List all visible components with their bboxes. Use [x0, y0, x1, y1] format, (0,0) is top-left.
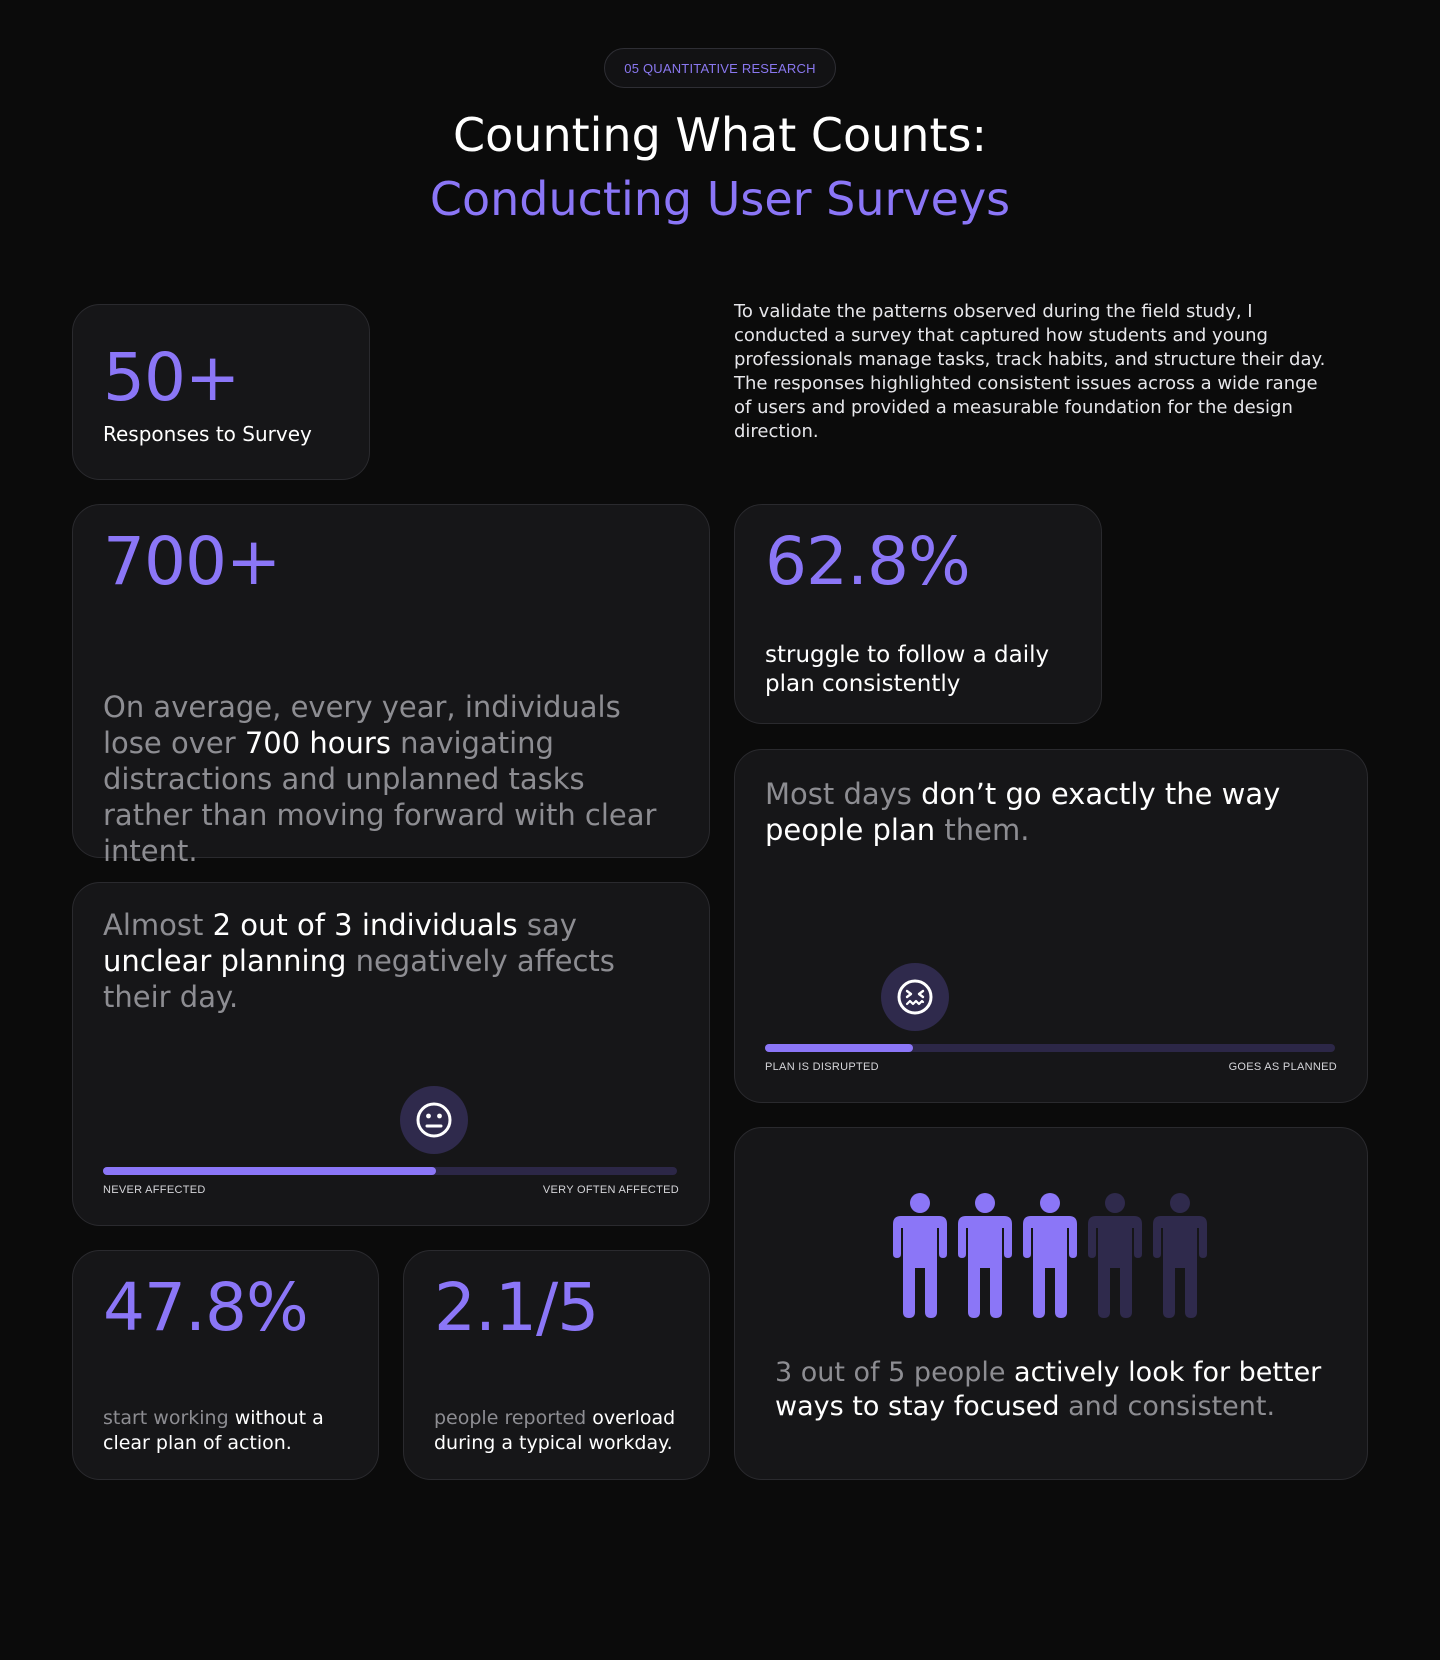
unclear-text-highlight-2: unclear planning: [103, 944, 347, 978]
hours-text-muted-1: On average, every year, individuals lose over: [103, 690, 621, 760]
plans-description: [765, 776, 1325, 848]
unclear-description: [103, 907, 663, 1015]
people-icons-row: [893, 1192, 1213, 1318]
responses-value: 50+: [103, 339, 240, 416]
overload-text-muted: people reported: [434, 1407, 593, 1429]
unclear-right-label: VERY OFTEN AFFECTED: [542, 1184, 679, 1196]
plans-slider-track: [765, 1044, 1335, 1052]
noplan-description: [103, 1406, 363, 1456]
unclear-text-highlight-1: 2 out of 3 individuals: [212, 908, 518, 942]
unclear-marker: [400, 1086, 468, 1154]
overload-description: [434, 1406, 694, 1456]
person-icon-highlighted: [958, 1193, 1012, 1318]
unclear-text-muted-1: Almost: [103, 908, 213, 942]
section-pill: 05 QUANTITATIVE RESEARCH: [604, 48, 836, 88]
people-description: [775, 1356, 1335, 1424]
unclear-slider-fill: [103, 1167, 436, 1175]
plans-marker: [881, 963, 949, 1031]
noplan-card: [72, 1250, 379, 1480]
person-icon-dim: [1153, 1193, 1207, 1318]
people-text-muted-1: 3 out of 5 people: [775, 1357, 1015, 1388]
noplan-value: 47.8%: [103, 1269, 308, 1346]
overload-card: [403, 1250, 710, 1480]
hours-text-muted-2: navigating distractions and unplanned tasks rather than moving forward with clear intent.: [103, 726, 657, 868]
struggle-card: [734, 504, 1102, 724]
plans-left-label: PLAN IS DISRUPTED: [765, 1061, 879, 1073]
neutral-face-icon: [414, 1100, 454, 1140]
intro-paragraph: To validate the patterns observed during the field study, I conducted a survey that captured how students and young professionals manage tasks, track habits, and structure their day. The responses highlighted consistent issues across a wide range of users and provided a measurable foundation for the design direction.: [734, 301, 1326, 442]
unclear-text-muted-3: negatively affects their day.: [103, 944, 615, 1014]
person-icon-highlighted: [893, 1193, 947, 1318]
plans-text-muted-1: Most days: [765, 777, 922, 811]
noplan-text-muted: start working: [103, 1407, 235, 1429]
struggle-label: struggle to follow a daily plan consistently: [765, 642, 1050, 697]
plans-right-label: GOES AS PLANNED: [1228, 1061, 1337, 1073]
unclear-text-muted-2: say: [517, 908, 577, 942]
hours-text-highlight: 700 hours: [244, 726, 391, 760]
overload-value: 2.1/5: [434, 1269, 599, 1346]
overload-text-highlight: overload during a typical workday.: [434, 1407, 676, 1454]
plans-text-highlight: don’t go exactly the way people plan: [765, 777, 1281, 847]
responses-label: Responses to Survey: [103, 422, 312, 446]
struggle-value: 62.8%: [765, 523, 970, 600]
people-text-muted-2: and consistent.: [1059, 1391, 1276, 1422]
hours-value: 700+: [103, 523, 281, 600]
plans-card: [734, 749, 1368, 1103]
noplan-text-highlight: without a clear plan of action.: [103, 1407, 324, 1454]
confounded-face-icon: [895, 977, 935, 1017]
page-title: Counting What Counts:: [453, 108, 987, 162]
people-text-highlight: actively look for better ways to stay focused: [775, 1357, 1322, 1422]
people-icons: [893, 1192, 1213, 1318]
plans-text-muted-2: them.: [935, 813, 1030, 847]
plans-slider-fill: [765, 1044, 913, 1052]
person-icon-dim: [1088, 1193, 1142, 1318]
person-icon-highlighted: [1023, 1193, 1077, 1318]
unclear-slider-track: [103, 1167, 677, 1175]
people-card: [734, 1127, 1368, 1480]
page-subtitle: Conducting User Surveys: [429, 172, 1011, 226]
hours-description: [103, 689, 683, 869]
responses-card: [72, 304, 370, 480]
unclear-left-label: NEVER AFFECTED: [103, 1184, 206, 1196]
unclear-card: [72, 882, 710, 1226]
hours-card: [72, 504, 710, 868]
